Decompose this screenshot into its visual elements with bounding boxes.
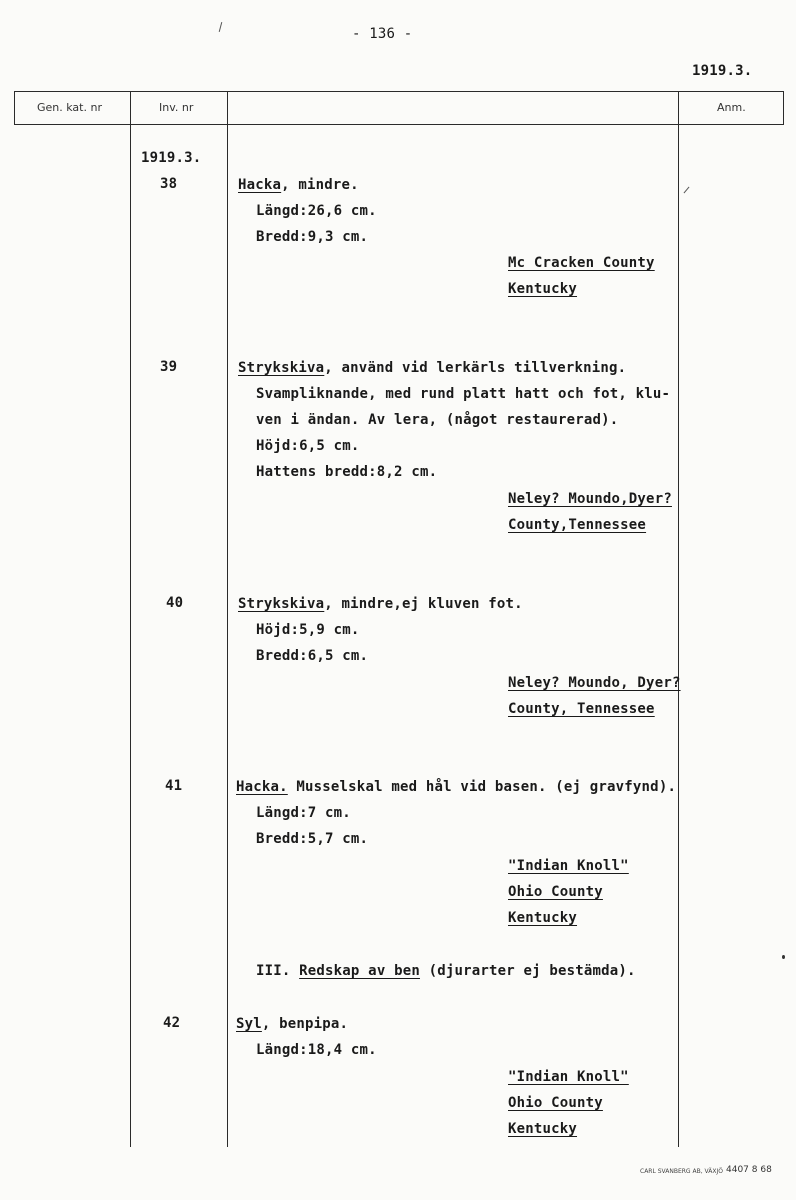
object-name: Hacka. bbox=[236, 779, 288, 795]
object-name: Hacka bbox=[238, 177, 282, 193]
object-name: Strykskiva bbox=[238, 360, 325, 376]
detail-line: Svampliknande, med rund platt hatt och fot, klu- bbox=[256, 386, 671, 402]
location-line: Kentucky bbox=[508, 1121, 578, 1137]
detail-line: Hattens bredd:8,2 cm. bbox=[256, 464, 438, 480]
detail-line: Höjd:6,5 cm. bbox=[256, 438, 360, 454]
object-description: Musselskal med hål vid basen. (ej gravfynd). bbox=[287, 779, 677, 795]
section-heading bbox=[256, 963, 636, 979]
form-code: 4407 8 68 bbox=[726, 1165, 772, 1175]
inv-number: 39 bbox=[160, 359, 178, 375]
location-line: "Indian Knoll" bbox=[508, 1069, 629, 1085]
location-line: County, Tennessee bbox=[508, 701, 655, 717]
scan-mark bbox=[684, 187, 690, 194]
detail-line: Längd:26,6 cm. bbox=[256, 203, 377, 219]
detail-line: Bredd:6,5 cm. bbox=[256, 648, 369, 664]
entry-title-line bbox=[236, 779, 676, 795]
object-name: Syl bbox=[236, 1016, 262, 1032]
col-divider-inv-desc bbox=[227, 91, 228, 1147]
col-header-anm: Anm. bbox=[717, 101, 746, 114]
detail-line: Bredd:9,3 cm. bbox=[256, 229, 369, 245]
section-note: (djurarter ej bestämda). bbox=[419, 963, 636, 979]
entry-title-line bbox=[238, 360, 626, 376]
inv-number: 40 bbox=[166, 595, 184, 611]
col-divider-gen-inv bbox=[130, 91, 131, 1147]
object-description: , mindre,ej kluven fot. bbox=[324, 596, 523, 612]
col-header-inv: Inv. nr bbox=[159, 101, 194, 114]
inv-number: 38 bbox=[160, 176, 178, 192]
location-line: Kentucky bbox=[508, 910, 578, 926]
table-left-edge bbox=[14, 91, 15, 124]
detail-line: Höjd:5,9 cm. bbox=[256, 622, 360, 638]
location-line: Ohio County bbox=[508, 1095, 603, 1111]
entry-title-line bbox=[238, 596, 523, 612]
inv-number: 41 bbox=[165, 778, 183, 794]
scan-mark bbox=[219, 22, 223, 32]
header-catalog-ref: 1919.3. bbox=[692, 63, 753, 79]
table-right-edge bbox=[783, 91, 784, 124]
entry-title-line bbox=[236, 1016, 348, 1032]
location-line: County,Tennessee bbox=[508, 517, 647, 533]
detail-line: Bredd:5,7 cm. bbox=[256, 831, 369, 847]
object-description: , benpipa. bbox=[261, 1016, 349, 1032]
scan-mark bbox=[782, 955, 785, 959]
series-label: 1919.3. bbox=[141, 150, 202, 166]
col-divider-desc-anm bbox=[678, 91, 679, 1147]
page-number: - 136 - bbox=[352, 26, 413, 42]
detail-line: ven i ändan. Av lera, (något restaurerad). bbox=[256, 412, 619, 428]
inv-number: 42 bbox=[163, 1015, 181, 1031]
location-line: Ohio County bbox=[508, 884, 603, 900]
location-line: Neley? Moundo, Dyer? bbox=[508, 675, 681, 691]
object-description: , mindre. bbox=[281, 177, 359, 193]
section-title: Redskap av ben bbox=[299, 963, 420, 979]
object-name: Strykskiva bbox=[238, 596, 325, 612]
section-prefix: III. bbox=[256, 963, 300, 979]
location-line: "Indian Knoll" bbox=[508, 858, 629, 874]
object-description: , använd vid lerkärls tillverkning. bbox=[324, 360, 627, 376]
entry-title-line bbox=[238, 177, 359, 193]
col-header-gen-kat: Gen. kat. nr bbox=[37, 101, 102, 114]
location-line: Neley? Moundo,Dyer? bbox=[508, 491, 672, 507]
detail-line: Längd:18,4 cm. bbox=[256, 1042, 377, 1058]
printer-mark: CARL SVANBERG AB, VÄXJÖ bbox=[640, 1168, 723, 1175]
location-line: Kentucky bbox=[508, 281, 578, 297]
detail-line: Längd:7 cm. bbox=[256, 805, 351, 821]
location-line: Mc Cracken County bbox=[508, 255, 655, 271]
